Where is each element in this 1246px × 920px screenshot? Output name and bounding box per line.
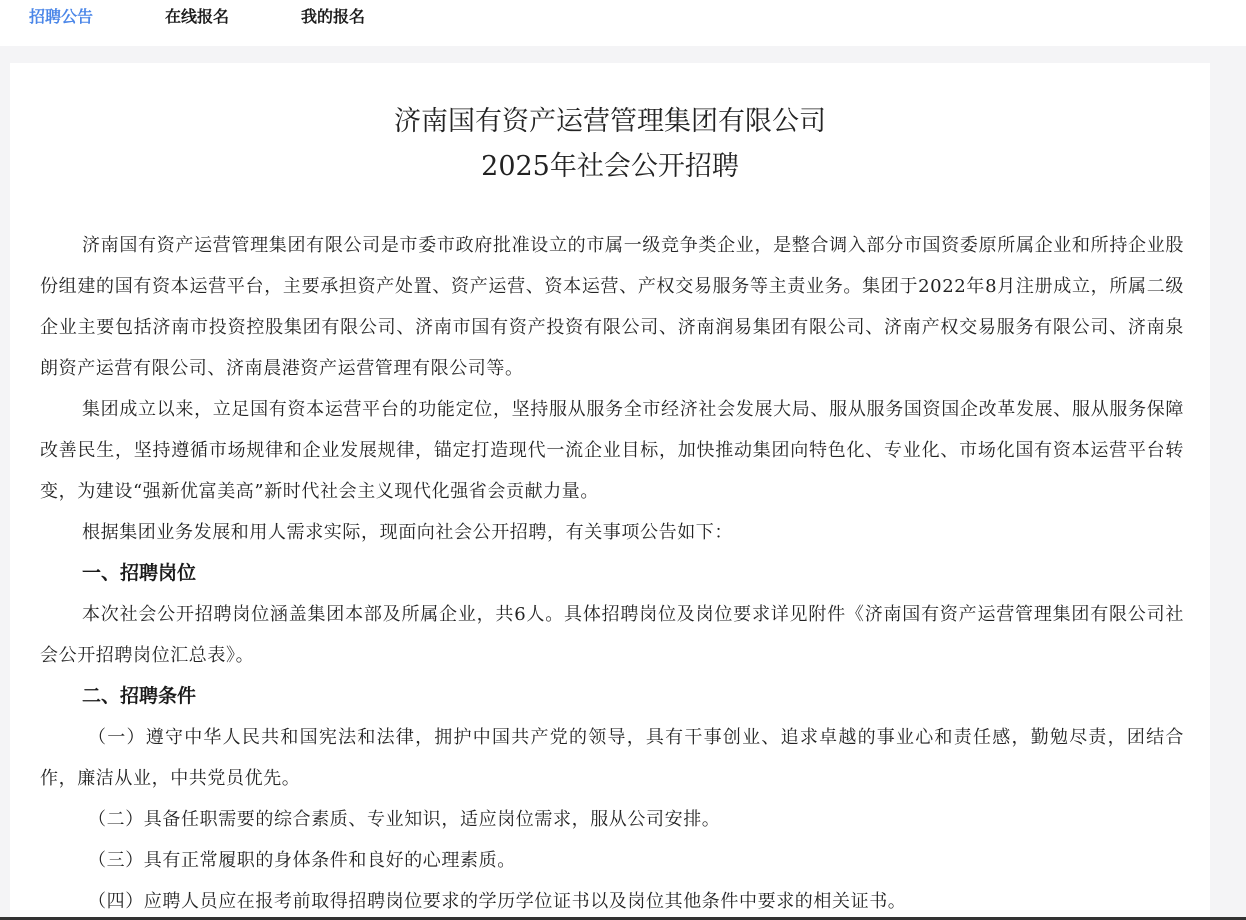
intro-paragraph: 济南国有资产运营管理集团有限公司是市委市政府批准设立的市属一级竞争类企业，是整合调入部分市国资委原所属企业和所持企业股份组建的国有资本运营平台，主要承担资产处置、资产运营、资本运营、产权交易服务等主责业务。集团于2022年8月注册成立，所属二级企业主要包括济南市投资控股集团有限公司、济南市国有资产投资有限公司、济南润易集团有限公司、济南产权交易服务有限公司、济南泉朗资产运营有限公司、济南晨港资产运营管理有限公司等。 [40,235,1184,379]
development-paragraph: 集团成立以来，立足国有资本运营平台的功能定位，坚持服从服务全市经济社会发展大局、服从服务国资国企改革发展、服从服务保障改善民生，坚持遵循市场规律和企业发展规律，锚定打造现代一流企业目标，加快推动集团向特色化、专业化、市场化国有资本运营平台转变，为建设“强新优富美高”新时代社会主义现代化强省会贡献力量。 [40,399,1184,502]
section-heading-positions: 一、招聘岗位 [82,562,197,584]
positions-paragraph: 本次社会公开招聘岗位涵盖集团本部及所属企业，共6人。具体招聘岗位及岗位要求详见附件《济南国有资产运营管理集团有限公司社会公开招聘岗位汇总表》。 [40,604,1184,666]
tab-online-registration[interactable]: 在线报名 [165,7,230,26]
condition-item: （一）遵守中华人民共和国宪法和法律，拥护中国共产党的领导，具有干事创业、追求卓越的事业心和责任感，勤勉尽责，团结合作，廉洁从业，中共党员优先。 [40,727,1184,789]
condition-item: （四）应聘人员应在报考前取得招聘岗位要求的学历学位证书以及岗位其他条件中要求的相关证书。 [88,891,907,912]
section-heading-conditions: 二、招聘条件 [82,685,197,707]
announcement-panel [10,63,1210,920]
tab-my-registration[interactable]: 我的报名 [301,7,366,26]
announcement-title: 济南国有资产运营管理集团有限公司 [394,106,826,137]
tab-recruitment-notice[interactable]: 招聘公告 [29,7,94,26]
notice-paragraph: 根据集团业务发展和用人需求实际，现面向社会公开招聘，有关事项公告如下： [82,522,733,543]
condition-item: （三）具有正常履职的身体条件和良好的心理素质。 [88,850,516,871]
announcement-subtitle: 2025年社会公开招聘 [481,151,739,182]
condition-item: （二）具备任职需要的综合素质、专业知识，适应岗位需求，服从公司安排。 [88,809,721,830]
top-navigation [0,0,1246,46]
